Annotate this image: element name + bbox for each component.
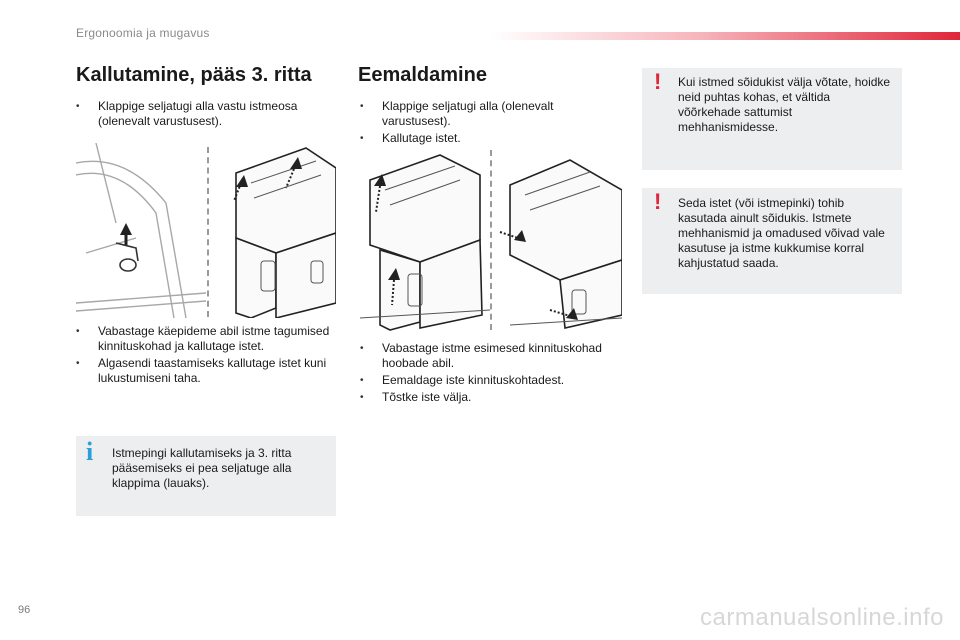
left-bottom-bullets (76, 324, 338, 388)
warning-box-1 (642, 68, 902, 170)
bullet-icon: • (360, 375, 364, 386)
warning-text: Seda istet (või istmepinki) tohib kasutada ainult sõidukis. Istmete mehhanismid ja omadused võivad vale kasutuse ja istme kukkumise korral kahjustatud saada. (678, 196, 885, 270)
list-item: • Tõstke iste välja. (360, 390, 472, 404)
info-note-box (76, 436, 336, 516)
bullet-icon: • (360, 133, 364, 144)
illustration-divider (490, 150, 492, 330)
bullet-icon: • (360, 101, 364, 112)
warning-box-2 (642, 188, 902, 294)
bullet-icon: • (76, 326, 80, 337)
left-section-title: Kallutamine, pääs 3. ritta (76, 64, 312, 86)
bullet-icon: • (360, 392, 364, 403)
list-item: • Kallutage istet. (360, 131, 461, 145)
header-accent-bar (490, 32, 960, 40)
seat-tilt-illustration (76, 143, 336, 318)
list-item: • Vabastage käepideme abil istme tagumised kinnituskohad ja kallutage istet. (76, 324, 330, 353)
warning-exclamation-icon: ! (654, 69, 662, 94)
list-item: • Klappige seljatugi alla vastu istmeosa (olenevalt varustusest). (76, 99, 298, 128)
illustration-divider (207, 147, 209, 317)
bullet-icon: • (76, 101, 80, 112)
page-number: 96 (18, 604, 31, 616)
bullet-icon: • (76, 358, 80, 369)
middle-section-title: Eemaldamine (358, 64, 487, 86)
warning-text: Kui istmed sõidukist välja võtate, hoidke neid puhtas kohas, et vältida võõrkehade sattumist mehhanismidesse. (678, 75, 891, 134)
list-item: • Eemaldage iste kinnituskohtadest. (360, 373, 565, 387)
left-top-bullets (76, 99, 326, 131)
middle-bottom-bullets (360, 341, 622, 407)
info-note-text: Istmepingi kallutamiseks ja 3. ritta pääsemiseks ei pea seljatuge alla klappima (lauaks). (112, 446, 292, 490)
bullet-icon: • (360, 343, 364, 354)
list-item: • Vabastage istme esimesed kinnituskohad hoobade abil. (360, 341, 602, 370)
list-item: • Algasendi taastamiseks kallutage istet kuni lukustumiseni taha. (76, 356, 327, 385)
list-item: • Klappige seljatugi alla (olenevalt varustusest). (360, 99, 554, 128)
watermark: carmanualsonline.info (700, 604, 944, 631)
warning-exclamation-icon: ! (654, 189, 662, 214)
middle-top-bullets (360, 99, 610, 148)
info-icon: i (86, 437, 94, 466)
section-header: Ergonoomia ja mugavus (76, 26, 210, 40)
